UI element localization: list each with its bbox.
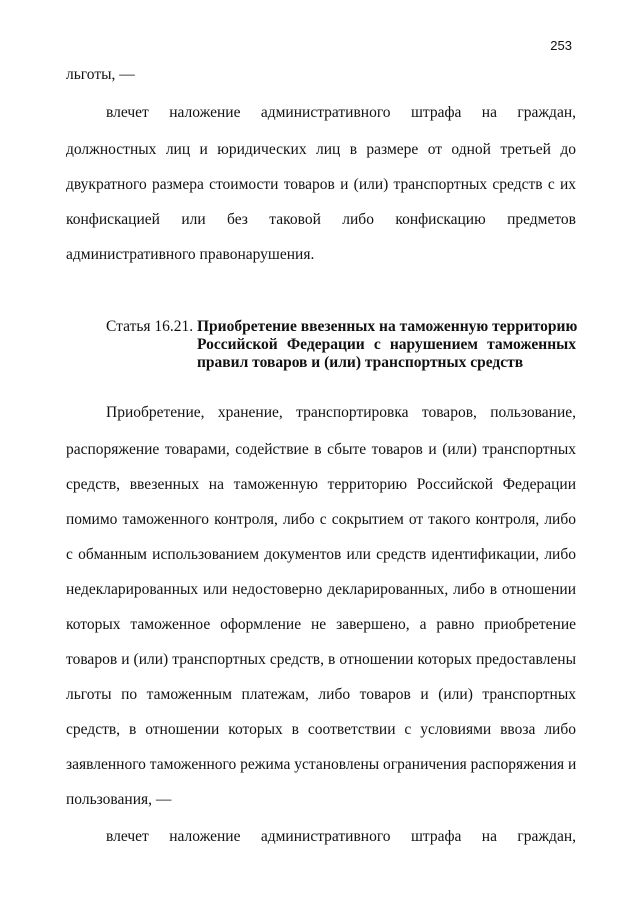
text-line: распоряжение товарами, содействие в сбыте товаров и (или) транспортных (66, 441, 576, 458)
text-line: льготы по таможенным платежам, либо товаров и (или) транспортных (66, 686, 576, 703)
text-line: Приобретение, хранение, транспортировка товаров, пользование, (106, 404, 576, 421)
text-line: должностных лиц и юридических лиц в размере от одной третьей до (66, 141, 576, 158)
text-line: недекларированных или недостоверно декларированных, либо в отношении (66, 581, 576, 598)
text-line: средств, ввезенных на таможенную территорию Российской Федерации (66, 476, 576, 493)
text-line: которых таможенное оформление не завершено, а равно приобретение (66, 616, 576, 633)
text-line: средств, в отношении которых в соответствии с условиями ввоза либо (66, 721, 576, 738)
text-line: административного правонарушения. (66, 246, 315, 263)
text-line: пользования, — (66, 791, 172, 808)
text-line: льготы, — (66, 66, 135, 83)
text-line: двукратного размера стоимости товаров и (или) транспортных средств с их (66, 176, 576, 193)
text-line: заявленного таможенного режима установлены ограничения распоряжения и (66, 756, 577, 773)
article-number: Статья 16.21. (106, 318, 194, 335)
article-title-line: правил товаров и (или) транспортных средств (197, 354, 524, 371)
text-line: влечет наложение административного штрафа на граждан, (106, 828, 576, 845)
text-line: товаров и (или) транспортных средств, в отношении которых предоставлены (66, 651, 576, 668)
text-line: с обманным использованием документов или средств идентификации, либо (66, 546, 576, 563)
article-title-line: Российской Федерации с нарушением таможенных (197, 336, 576, 353)
article-title-line: Приобретение ввезенных на таможенную территорию (197, 318, 578, 335)
text-line: конфискацией или без таковой либо конфискацию предметов (66, 211, 576, 228)
page-number: 253 (550, 38, 572, 53)
text-line: влечет наложение административного штрафа на граждан, (106, 104, 576, 121)
text-line: помимо таможенного контроля, либо с сокрытием от такого контроля, либо (66, 511, 576, 528)
